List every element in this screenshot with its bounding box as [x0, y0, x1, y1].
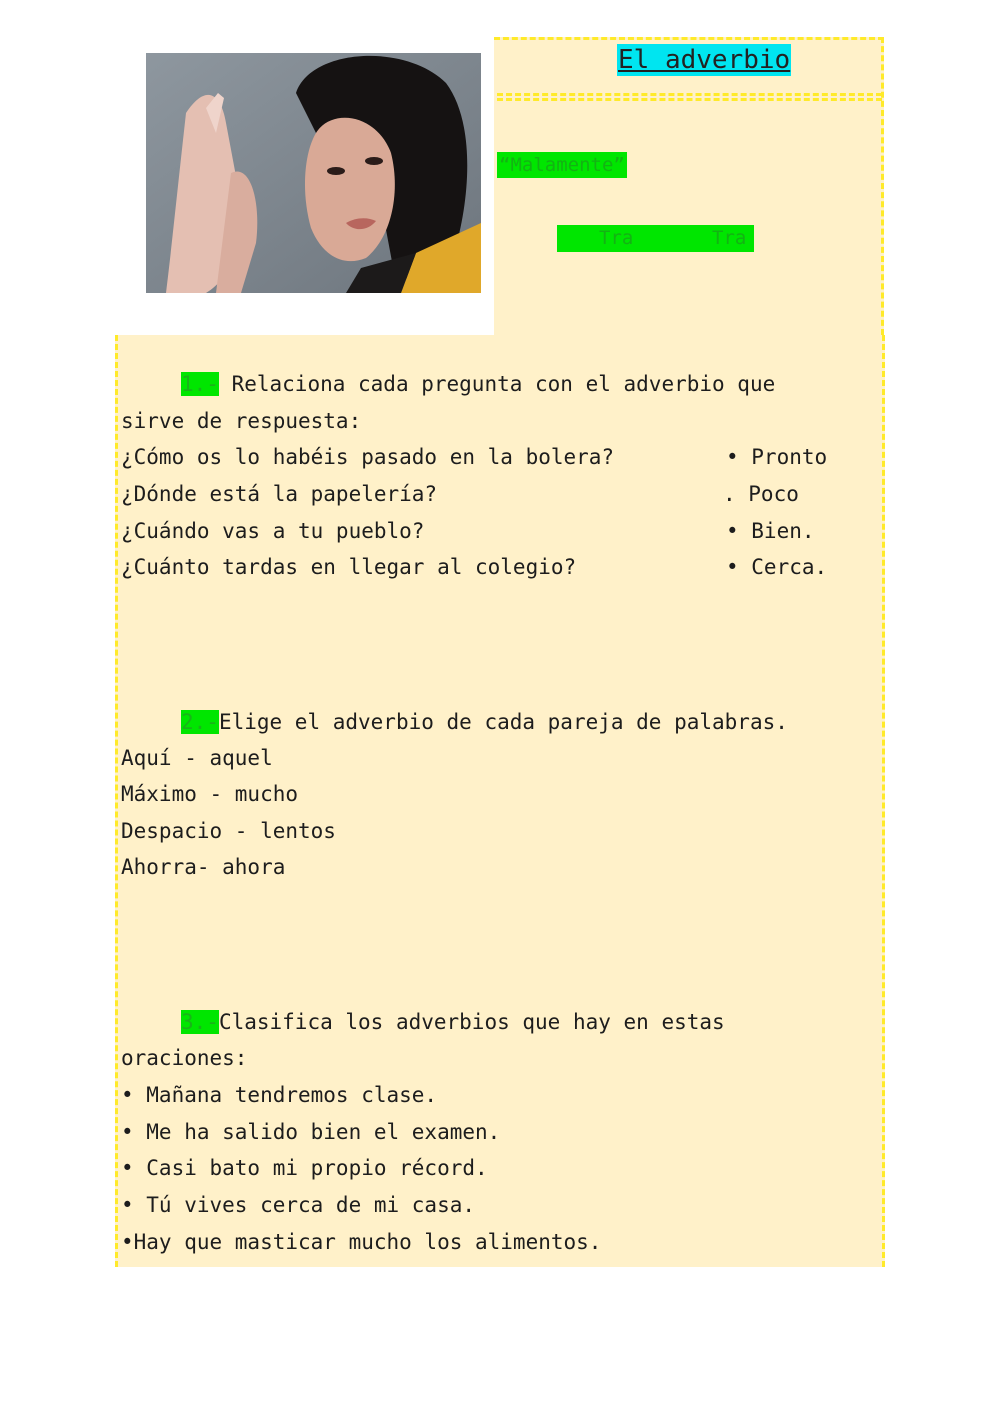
- exercise-3-heading: [181, 1004, 725, 1041]
- question-item: ¿Cómo os lo habéis pasado en la bolera?: [121, 445, 615, 469]
- lyric-word-2: Tra: [712, 227, 747, 249]
- worksheet-title: El adverbio: [618, 45, 791, 75]
- song-title: “Malamente”: [499, 154, 625, 176]
- exercise-2-instruction: Elige el adverbio de cada pareja de palabras.: [218, 710, 788, 734]
- exercise-2-heading: [181, 704, 788, 741]
- exercise-3-instruction-cont: oraciones:: [121, 1046, 248, 1070]
- answer-item: . Poco: [723, 482, 799, 506]
- sentence-item: • Casi bato mi propio récord.: [121, 1156, 488, 1180]
- song-lyric-highlight: [557, 225, 754, 252]
- exercise-3-number: 3.-: [181, 1010, 219, 1034]
- portrait-photo: [146, 53, 481, 293]
- word-pair: Despacio - lentos: [121, 819, 336, 843]
- answer-item: • Cerca.: [726, 555, 828, 579]
- title-divider: [497, 93, 882, 101]
- lyric-word-1: Tra: [599, 227, 634, 249]
- exercise-1-number: 1.-: [181, 372, 219, 396]
- sentence-item: • Tú vives cerca de mi casa.: [121, 1193, 476, 1217]
- sentence-item: • Me ha salido bien el examen.: [121, 1120, 501, 1144]
- question-item: ¿Cuánto tardas en llegar al colegio?: [121, 555, 577, 579]
- portrait-image: [146, 53, 481, 293]
- sentence-item: • Mañana tendremos clase.: [121, 1083, 438, 1107]
- exercise-2-number: 2.-: [181, 710, 219, 734]
- word-pair: Ahorra- ahora: [121, 855, 286, 879]
- word-pair: Aquí - aquel: [121, 746, 273, 770]
- sentence-item: •Hay que masticar mucho los alimentos.: [121, 1230, 602, 1254]
- word-pair: Máximo - mucho: [121, 782, 299, 806]
- question-item: ¿Cuándo vas a tu pueblo?: [121, 519, 425, 543]
- exercise-1-instruction: Relaciona cada pregunta con el adverbio que: [218, 372, 776, 396]
- exercise-1-instruction-cont: sirve de respuesta:: [121, 409, 362, 433]
- exercise-3-instruction: Clasifica los adverbios que hay en estas: [218, 1010, 725, 1034]
- exercise-1-heading: [181, 366, 775, 403]
- answer-item: • Bien.: [726, 519, 815, 543]
- header-panel: [494, 37, 884, 335]
- question-item: ¿Dónde está la papelería?: [121, 482, 438, 506]
- answer-item: • Pronto: [726, 445, 828, 469]
